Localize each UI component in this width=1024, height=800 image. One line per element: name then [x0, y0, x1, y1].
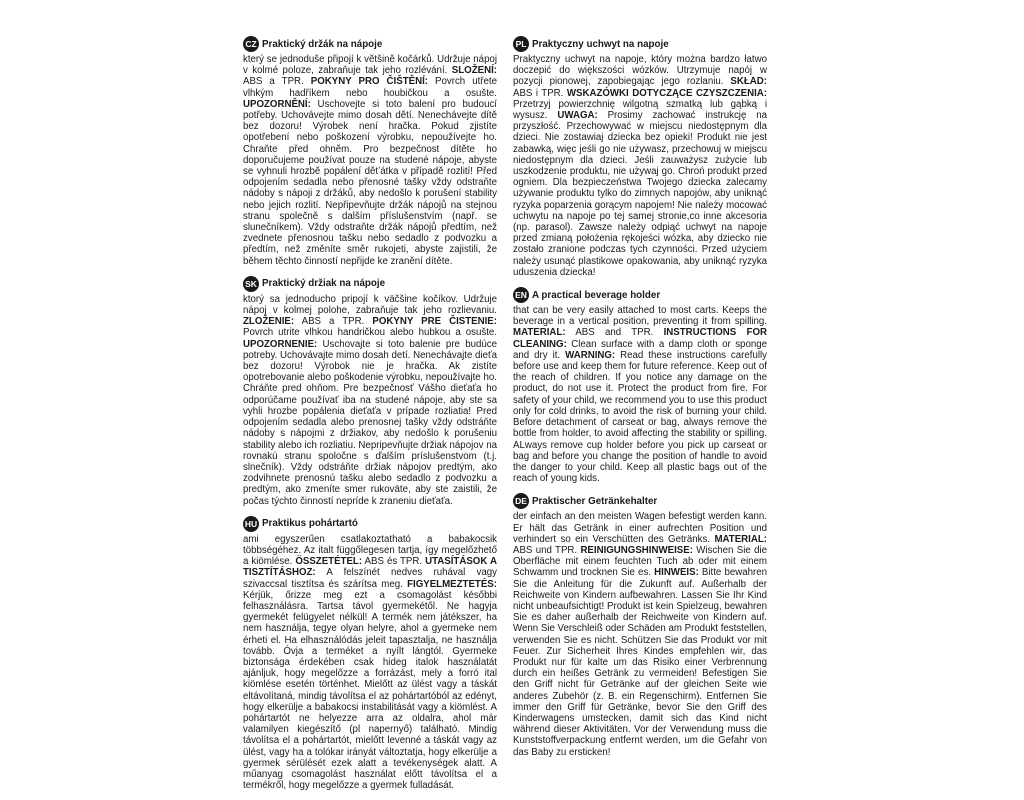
section-title-pl: Praktyczny uchwyt na napoje	[532, 38, 669, 50]
section-hu	[243, 516, 497, 792]
section-body-pl	[513, 54, 767, 278]
bold-heading-run: SLOŽENÍ:	[451, 65, 497, 77]
section-header	[513, 36, 767, 52]
bold-heading-run: UPOZORNENIE:	[243, 338, 318, 350]
bold-heading-run: POKYNY PRO ČIŠTĚNÍ:	[310, 76, 428, 88]
section-header	[513, 287, 767, 303]
bold-heading-run: HINWEIS:	[654, 567, 699, 579]
language-badge-sk: SK	[243, 276, 259, 292]
section-de	[513, 493, 767, 757]
section-header	[513, 493, 767, 509]
body-text-run: Read these instructions carefully before use and keep them for future reference. Keep out of the reach of children. If you notice any damage on the product, do not use it. Protect the product from fire. For safety of your child, we recommend you to use this product only for cold drinks, to avoid the risk of burning your child. Before detachment of carseat or bag, always remove the bottle from holder, to avoid affecting the stability or spilling. ALways remove cup holder before you pick up carseat or bag and before you change the position of handle to avoid the danger to your child. Keep all plastic bags out of the reach of young kids.	[513, 349, 768, 485]
section-body-hu	[243, 534, 497, 792]
right-column	[513, 36, 767, 767]
bold-heading-run: FIGYELMEZTETÉS:	[407, 578, 497, 590]
body-text-run: ABS a TPR.	[294, 316, 373, 328]
section-header	[243, 516, 497, 532]
body-text-run: ami egyszerűen csatlakoztatható a babakocsik többségéhez. Az italt függőlegesen tartja, így megelőzhető a kiömlése.	[243, 533, 497, 568]
language-badge-cz: CZ	[243, 36, 259, 52]
body-text-run: Povrch utřete vlhkým hadříkem nebo houbičkou a osušte.	[243, 76, 497, 99]
body-text-run: ABS and TPR.	[565, 327, 664, 339]
section-sk	[243, 276, 497, 507]
section-pl	[513, 36, 767, 278]
body-text-run: Kérjük, őrizze meg ezt a csomagolást későbbi felhasználásra. Tartsa távol gyermekétől. Ne hagyja gyermekét felügyelet nélkül! A termék nem játékszer, ha nem használja, tegye olyan helyre, ahol a gyermeke nem érheti el. Ha elhasználódás jeleit tapasztalja, ne használja tovább. Óvja a terméket a nyílt lángtól. Gyermeke biztonsága érdekében csak hideg italok használatát ajánljuk, hogy megelőzze a forrázást, mely a forró ital kiömlése esetén történhet. Mielőtt az ülést vagy a táskát eltávolítaná, mindig távolítsa el az pohártartóból az edényt, hogy elkerülje a babakocsi instabilitását vagy a kiömlést. A pohártartót ne helyezze arra az oldalra, ahol már valamilyen kiegészítő (pl napernyő) található. Mindig távolítsa el a pohártartót, mielőtt levenné a táskát vagy az ülést, vagy ha a tolókar irányát változtatja, hogy elkerülje a gyermek sérülését ezek alatt a tevékenységek alatt. A műanyag csomagolást használat előtt távolítsa el a termékről, hogy megelőzze a gyermek fulladását.	[243, 589, 497, 792]
body-text-run: Przetrzyj powierzchnię wilgotną szmatką lub gąbką i wysusz.	[513, 98, 767, 122]
body-text-run: A felszínét nedves ruhával vagy szivaccsal tisztítsa és szárítsa meg.	[243, 567, 497, 590]
bold-heading-run: WARNING:	[565, 349, 616, 361]
body-text-run: der einfach an den meisten Wagen befestigt werden kann. Er hält das Getränk in einer aufrechten Position und verhindert so ein Verschütten des Getränks.	[513, 511, 767, 545]
section-title-cz: Praktický držák na nápoje	[262, 38, 383, 50]
bold-heading-run: ZLOŽENIE:	[243, 316, 295, 328]
section-header	[243, 36, 497, 52]
body-text-run: ABS a TPR.	[243, 76, 311, 88]
body-text-run: Uschovajte si toto balenie pre budúce potreby. Uchovávajte mimo dosah detí. Nenechávajte dieťa bez dozoru! Výrobok nie je hračka. Ak zistíte opotrebovanie alebo poškodenie výrobku, nepoužívajte ho. Chráňte pred ohňom. Pre bezpečnosť Vášho dieťaťa ho odporúčame používať iba na studené nápoje, aby ste sa vyhli hrozbe popálenia dieťaťa v prípade rozliatia! Pred odpojením sedadla alebo prenosnej tašky vždy odstráňte nádoby s nápojmi z držiakov, aby nedošlo k porušeniu stability alebo ich rozliatiu. Nepripevňujte držiak nápojov na rovnakú stranu spoločne s ďalším príslušenstvom (t.j. slnečník). Vždy odstráňte držiak nápojov predtým, ako zodvihnete prenosnú tašku alebo sedadlo z podvozku a predtým, ako zmeníte smer rukoväte, aby ste zaistili, že počas týchto činností nepríde k zraneniu dieťaťa.	[243, 338, 497, 507]
bold-heading-run: UPOZORNĚNÍ:	[243, 98, 311, 110]
bold-heading-run: ÖSSZETÉTEL:	[295, 556, 363, 568]
bold-heading-run: MATERIAL:	[714, 533, 767, 545]
bold-heading-run: INSTRUCTIONS FOR CLEANING:	[513, 327, 767, 350]
section-header	[243, 276, 497, 292]
bold-heading-run: SKŁAD:	[730, 76, 767, 88]
bold-heading-run: POKYNY PRE ČISTENIE:	[372, 316, 497, 328]
language-badge-en: EN	[513, 287, 529, 303]
body-text-run: Povrch utrite vlhkou handričkou alebo hubkou a osušte.	[243, 327, 497, 339]
section-title-de: Praktischer Getränkehalter	[532, 495, 658, 507]
body-text-run: ABS i TPR.	[513, 87, 567, 99]
left-column	[243, 36, 497, 800]
body-text-run: ABS és TPR.	[362, 556, 426, 568]
bold-heading-run: MATERIAL:	[513, 327, 566, 339]
body-text-run: Clean surface with a damp cloth or sponge and dry it.	[513, 338, 767, 361]
body-text-run: Prosimy zachować instrukcję na przyszłość. Przechowywać w miejscu niedostępnym dla dzieci. Nie zostawiaj dziecka bez opieki! Produkt nie jest zabawką, więc jeśli go nie używasz, przechowuj w miejscu niedostępnym dla dzieci. Jeśli zauważysz zużycie lub uszkodzenie produktu, nie używaj go. Chroń produkt przed ogniem. Dla bezpieczeństwa Twojego dziecka zalecamy używanie produktu tylko do zimnych napojów, aby uniknąć ryzyka poparzenia gorącym napojem! Nie należy mocować uchwytu na napoje po tej samej stronie,co inne akcesoria (np. parasol). Zawsze należy odpiąć uchwyt na napoje przed zmianą położenia rękojeści wózka, aby dziecko nie zostało zranione podczas tych czynności. Przed użyciem należy usunąć plastikowe opakowania, aby uniknąć ryzyka uduszenia dziecka!	[513, 110, 767, 278]
section-en	[513, 287, 767, 484]
section-title-hu: Praktikus pohártartó	[262, 518, 358, 530]
bold-heading-run: UWAGA:	[557, 110, 598, 122]
section-title-sk: Praktický držiak na nápoje	[262, 278, 386, 290]
body-text-run: ktorý sa jednoducho pripojí k väčšine kočíkov. Udržuje nápoj v kolmej polohe, zabraňuje tak jeho rozlievaniu.	[243, 293, 497, 317]
body-text-run: Uschovejte si toto balení pro budoucí potřeby. Uchovávejte mimo dosah dětí. Nenechávejte dítě bez dozoru! Výrobek není hračka. Pokud zjistíte opotřebení nebo poškození výrobku, nepoužívejte ho. Chraňte před ohněm. Pro bezpečnost dítěte ho doporučujeme používat pouze na studené nápoje, abyste se vyhnuli hrozbě popálení dětʼátka v případě rozlití! Před odpojením sedadla nebo přenosné tašky vždy odstraňte nádoby s nápoji z držáků, aby nedošlo k porušení stability nebo jejich rozlití. Nepřipevňujte držák nápojů na stejnou stranu společně s dalším příslušenstvím (např. se slunečníkem). Vždy odstraňte držák nápojů předtím, než zvednete přenosnou tašku nebo sedadlo z podvozku a předtím, než změníte směr rukojeti, abyste zajistili, že během těchto činností nepřijde ke zranění dítěte.	[243, 98, 497, 267]
body-text-run: Wischen Sie die Oberfläche mit einem feuchten Tuch ab oder mit einem Schwamm und trocknen Sie es.	[513, 544, 768, 579]
bold-heading-run: UTASÍTÁSOK A TISZTÍTÁSHOZ:	[243, 556, 497, 579]
language-badge-de: DE	[513, 493, 529, 509]
body-text-run: that can be very easily attached to most carts. Keeps the beverage in a vertical position, preventing it from spilling.	[513, 305, 767, 328]
section-body-cz	[243, 54, 497, 267]
body-text-run: ABS und TPR.	[513, 544, 581, 556]
section-cz	[243, 36, 497, 267]
body-text-run: Praktyczny uchwyt na napoje, który można bardzo łatwo doczepić do większości wózków. Utrzymuje napój w pozycji pionowej, zapobiegając jego rozlaniu.	[513, 54, 767, 88]
bold-heading-run: REINIGUNGSHINWEISE:	[580, 544, 693, 556]
section-body-en	[513, 305, 767, 484]
section-title-en: A practical beverage holder	[532, 289, 661, 301]
bold-heading-run: WSKAZÓWKI DOTYCZĄCE CZYSZCZENIA:	[566, 87, 767, 99]
section-body-de	[513, 511, 767, 757]
body-text-run: který se jednoduše připojí k většině kočárků. Udržuje nápoj v kolmé poloze, zabraňuje tak jeho rozlévání.	[243, 54, 497, 77]
language-badge-pl: PL	[513, 36, 529, 52]
language-badge-hu: HU	[243, 516, 259, 532]
body-text-run: Bitte bewahren Sie die Anleitung für die Zukunft auf. Außerhalb der Reichweite von Kindern aufbewahren. Lassen Sie Ihr Kind nicht unbeaufsichtigt! Produkt ist kein Spielzeug, bewahren Sie es daher außerhalb der Reichweite von Kindern auf. Wenn Sie Verschleiß oder Schäden am Produkt feststellen, verwenden Sie es nicht. Schützen Sie das Produkt vor mit Feuer. Zur Sicherheit Ihres Kindes empfehlen wir, das Produkt nur für kalte um das Risiko einer Verbrennung durch ein heißes Getränk zu vermeiden! Befestigen Sie den Griff nicht für Getränke auf der gleichen Seite wie anderes Zubehör (z. B. ein Regenschirm). Entfernen Sie immer den Griff für Getränke, bevor Sie den Griff des Kinderwagens umstecken, damit sich das Kind nicht während dieser Aktivitäten. Vor der Verwendung muss die Kunststoffverpackung entfernt werden, um die Gefahr von das Baby zu ersticken!	[513, 567, 767, 758]
section-body-sk	[243, 294, 497, 507]
